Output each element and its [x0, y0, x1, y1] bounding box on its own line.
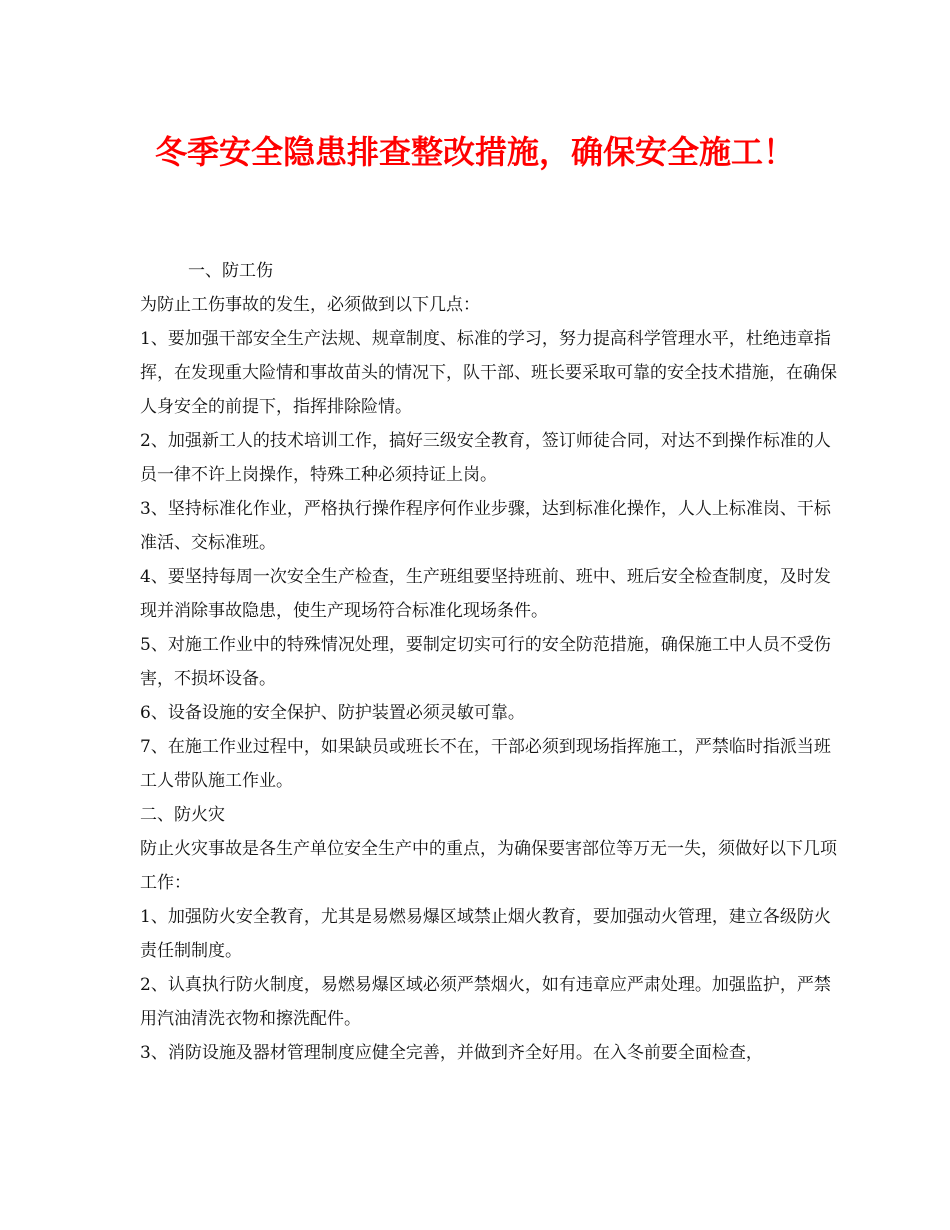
paragraph: 4、要坚持每周一次安全生产检查，生产班组要坚持班前、班中、班后安全检查制度，及时发现并消除事故隐患，使生产现场符合标准化现场条件。: [140, 567, 831, 621]
paragraph: 1、加强防火安全教育，尤其是易燃易爆区域禁止烟火教育，要加强动火管理，建立各级防火责任制制度。: [140, 907, 831, 961]
paragraph: 7、在施工作业过程中，如果缺员或班长不在，干部必须到现场指挥施工，严禁临时指派当班工人带队施工作业。: [140, 737, 831, 791]
document-title: 冬季安全隐患排查整改措施，确保安全施工！: [154, 133, 795, 171]
paragraph: 5、对施工作业中的特殊情况处理，要制定切实可行的安全防范措施，确保施工中人员不受伤害，不损坏设备。: [140, 635, 831, 689]
section-heading-injury: 一、防工伤: [188, 261, 273, 281]
paragraph: 3、消防设施及器材管理制度应健全完善，并做到齐全好用。在入冬前要全面检查，: [140, 1043, 763, 1063]
paragraph: 为防止工伤事故的发生，必须做到以下几点：: [140, 295, 480, 315]
paragraph: 2、加强新工人的技术培训工作，搞好三级安全教育，签订师徒合同，对达不到操作标准的人员一律不许上岗操作，特殊工种必须持证上岗。: [140, 431, 831, 485]
paragraph: 6、设备设施的安全保护、防护装置必须灵敏可靠。: [140, 703, 525, 723]
paragraph: 3、坚持标准化作业，严格执行操作程序何作业步骤，达到标准化操作，人人上标准岗、干标准活、交标准班。: [140, 499, 831, 553]
paragraph: 防止火灾事故是各生产单位安全生产中的重点，为确保要害部位等万无一失，须做好以下几项工作：: [140, 839, 837, 893]
document-body: [140, 254, 840, 1070]
paragraph: 2、认真执行防火制度，易燃易爆区域必须严禁烟火，如有违章应严肃处理。加强监护，严禁用汽油清洗衣物和擦洗配件。: [140, 975, 831, 1029]
paragraph: 1、要加强干部安全生产法规、规章制度、标准的学习，努力提高科学管理水平，杜绝违章指挥，在发现重大险情和事故苗头的情况下，队干部、班长要采取可靠的安全技术措施，在确保人身安全的前提下，指挥排除险情。: [140, 329, 837, 417]
section-heading-fire: 二、防火灾: [140, 805, 225, 825]
